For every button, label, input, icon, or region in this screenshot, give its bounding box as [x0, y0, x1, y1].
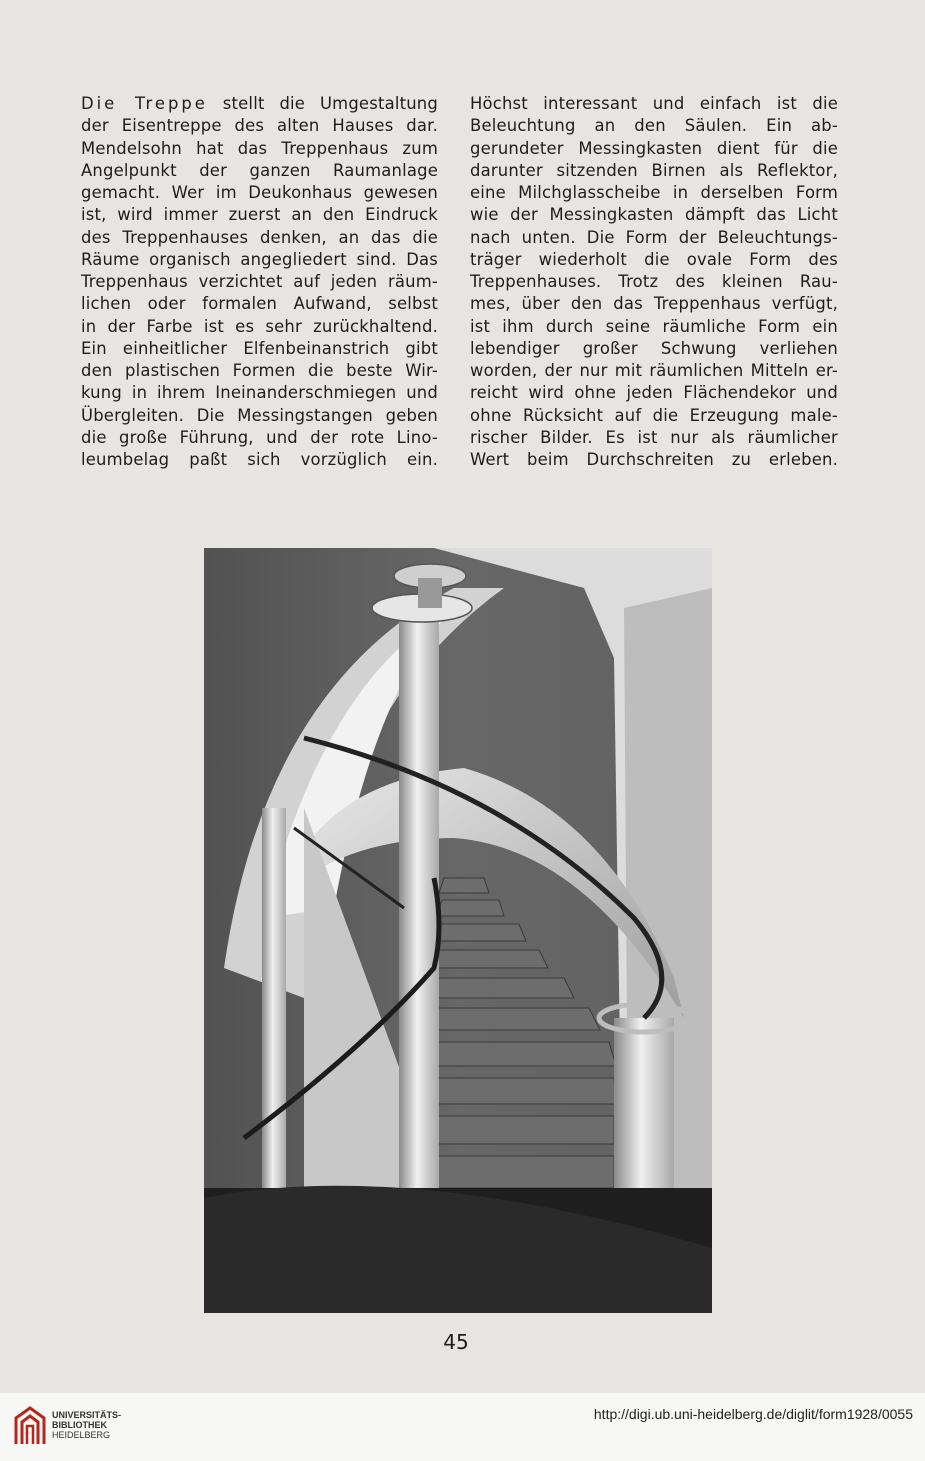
text-line: mes, über den das Treppenhaus verfügt,: [470, 294, 838, 314]
text-line: Wert beim Durchschreiten zu erleben.: [470, 450, 838, 469]
text-line: wie der Messingkasten dämpft das Licht: [470, 205, 838, 225]
text-line: ist, wird immer zuerst an den Eindruck: [81, 205, 438, 225]
text-line: Angelpunkt der ganzen Raumanlage: [81, 160, 438, 180]
library-line: BIBLIOTHEK: [52, 1420, 107, 1430]
text-line: eine Milchglasscheibe in derselben Form: [470, 183, 838, 202]
text-line: Übergleiten. Die Messingstangen geben: [81, 405, 438, 425]
text-line: Treppenhauses. Trotz des kleinen Rau-: [470, 272, 838, 291]
text-line: den plastischen Formen die beste Wir-: [81, 361, 438, 380]
text-line: des Treppenhauses denken, an das die: [81, 227, 438, 247]
lead-words: Die Treppe: [81, 94, 208, 113]
text-line: träger wiederholt die ovale Form des: [470, 249, 838, 269]
text-line: kung in ihrem Ineinanderschmiegen und: [81, 383, 438, 403]
text-line: Treppenhaus verzichtet auf jeden räum-: [81, 272, 438, 291]
library-logo[interactable]: [12, 1404, 48, 1452]
library-line: HEIDELBERG: [52, 1430, 111, 1440]
text-line: Beleuchtung an den Säulen. Ein ab-: [470, 116, 838, 136]
text-line: ohne Rücksicht auf die Erzeugung male-: [470, 405, 838, 425]
text-line: gerundeter Messingkasten dient für die: [470, 138, 838, 158]
staircase-illustration: [204, 548, 712, 1313]
text-line: lichen oder formalen Aufwand, selbst: [81, 294, 438, 314]
text-line: Ein einheitlicher Elfenbeinanstrich gibt: [81, 338, 438, 358]
text-line: der Eisentreppe des alten Hauses dar.: [81, 116, 438, 136]
library-line: UNIVERSITÄTS-: [52, 1410, 122, 1420]
text-line: ist ihm durch seine räumliche Form ein: [470, 316, 838, 336]
text-line: gemacht. Wer im Deukonhaus gewesen: [81, 183, 438, 202]
text-line: die große Führung, und der rote Lino-: [81, 427, 438, 447]
staircase-photo: [204, 548, 712, 1313]
text-line: reicht wird ohne jeden Flächendekor und: [470, 383, 838, 403]
source-url-link[interactable]: http://digi.ub.uni-heidelberg.de/diglit/form1928/0055: [593, 1406, 913, 1422]
lead-rest: stellt die Umgestaltung: [207, 94, 438, 113]
text-line: darunter sitzenden Birnen als Reflektor,: [470, 160, 838, 180]
text-column-left: [81, 93, 438, 471]
text-line: Räume organisch angegliedert sind. Das: [81, 249, 438, 269]
text-line: Mendelsohn hat das Treppenhaus zum: [81, 138, 438, 158]
text-line: nach unten. Die Form der Beleuchtungs-: [470, 227, 838, 247]
footer-bar: [0, 1393, 925, 1461]
text-line: leumbelag paßt sich vorzüglich ein.: [81, 450, 438, 469]
text-line: in der Farbe ist es sehr zurückhaltend.: [81, 316, 438, 336]
text-line: Höchst interessant und einfach ist die: [470, 94, 838, 113]
text-line: rischer Bilder. Es ist nur als räumlicher: [470, 427, 838, 447]
library-logo-icon: [12, 1404, 48, 1448]
text-line: lebendiger großer Schwung verliehen: [470, 338, 838, 358]
text-line: worden, der nur mit räumlichen Mitteln er-: [470, 361, 838, 380]
library-name: [52, 1410, 121, 1440]
text-line: [81, 93, 438, 115]
page-number: 45: [443, 1330, 469, 1354]
text-column-right: [470, 93, 838, 471]
